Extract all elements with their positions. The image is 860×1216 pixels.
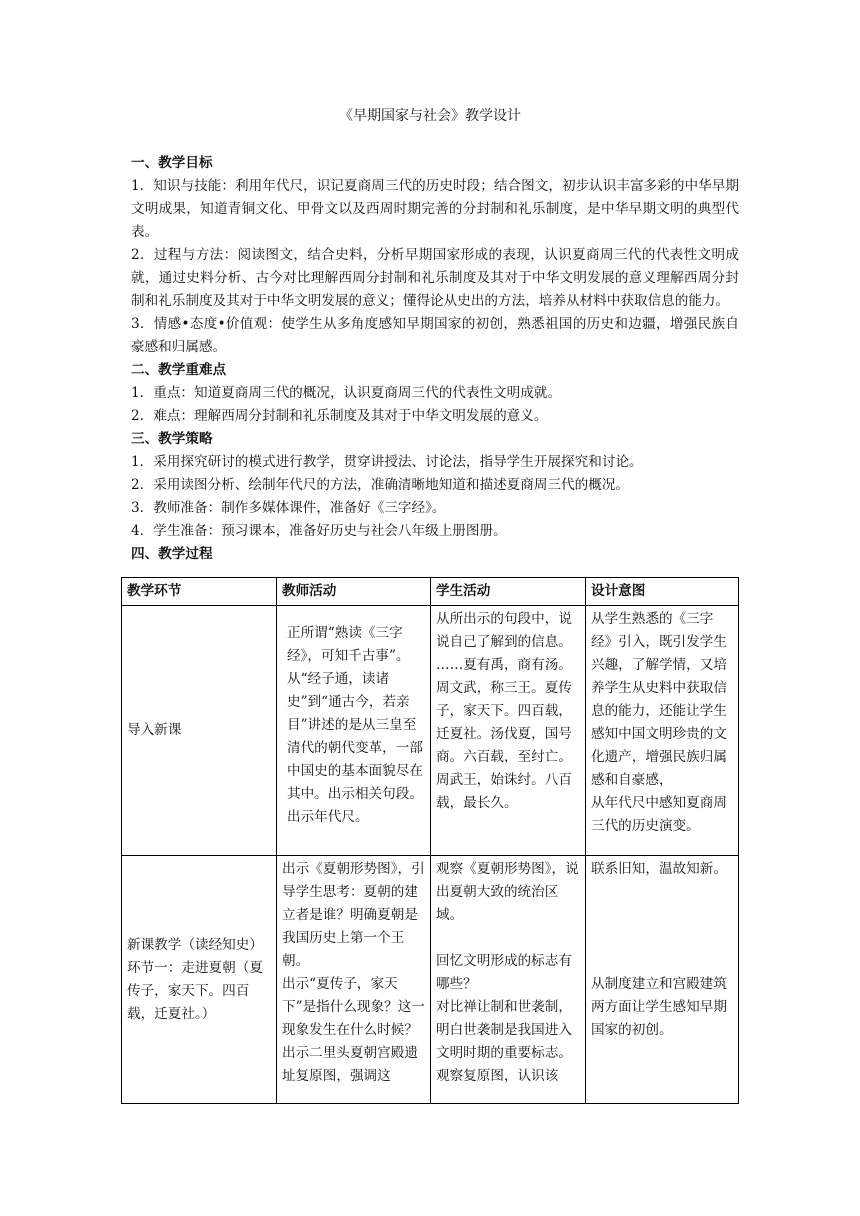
intent-cell <box>586 856 739 1104</box>
section-heading-process: 四、教学过程 <box>131 546 213 562</box>
header-student: 学生活动 <box>431 578 586 606</box>
teacher-text: 出示年代尺。 <box>287 809 369 825</box>
document-title: 《早期国家与社会》教学设计 <box>339 108 521 124</box>
stage-cell: 导入新课 <box>122 606 277 856</box>
goal-item: 3．情感•态度•价值观：使学生从多角度感知早期国家的初创，熟悉祖国的历史和边疆，增强民族自豪感和归属感。 <box>131 316 739 355</box>
section-heading-keypoints: 二、教学重难点 <box>131 362 227 378</box>
section-heading-strategy: 三、教学策略 <box>131 431 213 447</box>
section-heading-goals: 一、教学目标 <box>131 155 213 171</box>
teaching-process-table <box>121 577 739 1104</box>
student-text: 对比禅让制和世袭制，明白世袭制是我国进入文明时期的重要标志。 <box>436 999 572 1061</box>
table-header-row <box>122 578 739 606</box>
teacher-text: 出示二里头夏朝宫殿遗址复原图，强调这 <box>282 1045 418 1084</box>
keypoint-item: 2．难点：理解西周分封制和礼乐制度及其对于中华文明发展的意义。 <box>131 408 548 424</box>
header-teacher: 教师活动 <box>277 578 431 606</box>
header-stage: 教学环节 <box>122 578 277 606</box>
stage-cell: 新课教学（读经知史）环节一：走进夏朝（夏传子，家天下。四百载，迁夏社。） <box>122 856 277 1104</box>
teacher-cell <box>277 856 431 1104</box>
teacher-text: 出示《夏朝形势图》，引导学生思考：夏朝的建立者是谁？明确夏朝是我国历史上第一个王朝。 <box>282 861 425 969</box>
student-text: 观察复原图，认识该 <box>436 1068 559 1084</box>
teacher-cell <box>277 606 431 856</box>
table-row <box>122 606 739 856</box>
intent-cell <box>586 606 739 856</box>
document-body <box>131 152 739 566</box>
student-text: 回忆文明形成的标志有哪些？ <box>436 953 572 992</box>
intent-text: 从制度建立和宫殿建筑两方面让学生感知早期国家的初创。 <box>591 976 727 1038</box>
intent-text: 联系旧知，温故知新。 <box>591 861 727 877</box>
intent-text: 从学生熟悉的《三字经》引入，既引发学生兴趣，了解学情，又培养学生从史料中获取信息的能力，还能让学生感知中国文明珍贵的文化遗产，增强民族归属感和自豪感， <box>591 611 727 788</box>
student-cell <box>431 856 586 1104</box>
teacher-text: 出示“夏传子，家天下”是指什么现象？这一现象发生在什么时候？ <box>282 976 425 1038</box>
student-text: ……夏有禹，商有汤。周文武，称三王。夏传子，家天下。四百载，迁夏社。汤伐夏，国号商。六百载，至纣亡。周武王，始诛纣。八百载，最长久。 <box>436 657 572 811</box>
student-text: 从所出示的句段中，说说自己了解到的信息。 <box>436 611 572 650</box>
teacher-text: 正所谓“熟读《三字经》，可知千古事”。从“经子通，读诸史”到“通古今，若亲目”讲述的是从三皇至清代的朝代变革，一部中国史的基本面貌尽在其中。出示相关句段。 <box>287 625 423 802</box>
student-cell <box>431 606 586 856</box>
student-text: 观察《夏朝形势图》，说出夏朝大致的统治区域。 <box>436 861 579 923</box>
strategy-item: 2．采用读图分析、绘制年代尺的方法，准确清晰地知道和描述夏商周三代的概况。 <box>131 477 630 493</box>
strategy-item: 1．采用探究研讨的模式进行教学，贯穿讲授法、讨论法，指导学生开展探究和讨论。 <box>131 454 643 470</box>
goal-item: 1．知识与技能：利用年代尺，识记夏商周三代的历史时段；结合图文，初步认识丰富多彩的中华早期文明成果，知道青铜文化、甲骨文以及西周时期完善的分封制和礼乐制度，是中华早期文明的典型代表。 <box>131 178 739 240</box>
strategy-item: 4．学生准备：预习课本，准备好历史与社会八年级上册图册。 <box>131 523 507 539</box>
header-intent: 设计意图 <box>586 578 739 606</box>
table-row <box>122 856 739 1104</box>
keypoint-item: 1．重点：知道夏商周三代的概况，认识夏商周三代的代表性文明成就。 <box>131 385 562 401</box>
strategy-item: 3．教师准备：制作多媒体课件，准备好《三字经》。 <box>131 500 446 516</box>
intent-text: 从年代尺中感知夏商周三代的历史演变。 <box>591 795 727 834</box>
goal-item: 2．过程与方法：阅读图文，结合史料，分析早期国家形成的表现，认识夏商周三代的代表性文明成就，通过史料分析、古今对比理解西周分封制和礼乐制度及其对于中华文明发展的意义理解西周分封制和礼乐制度及其对于中华文明发展的意义；懂得论从史出的方法，培养从材料中获取信息的能力。 <box>131 247 739 309</box>
